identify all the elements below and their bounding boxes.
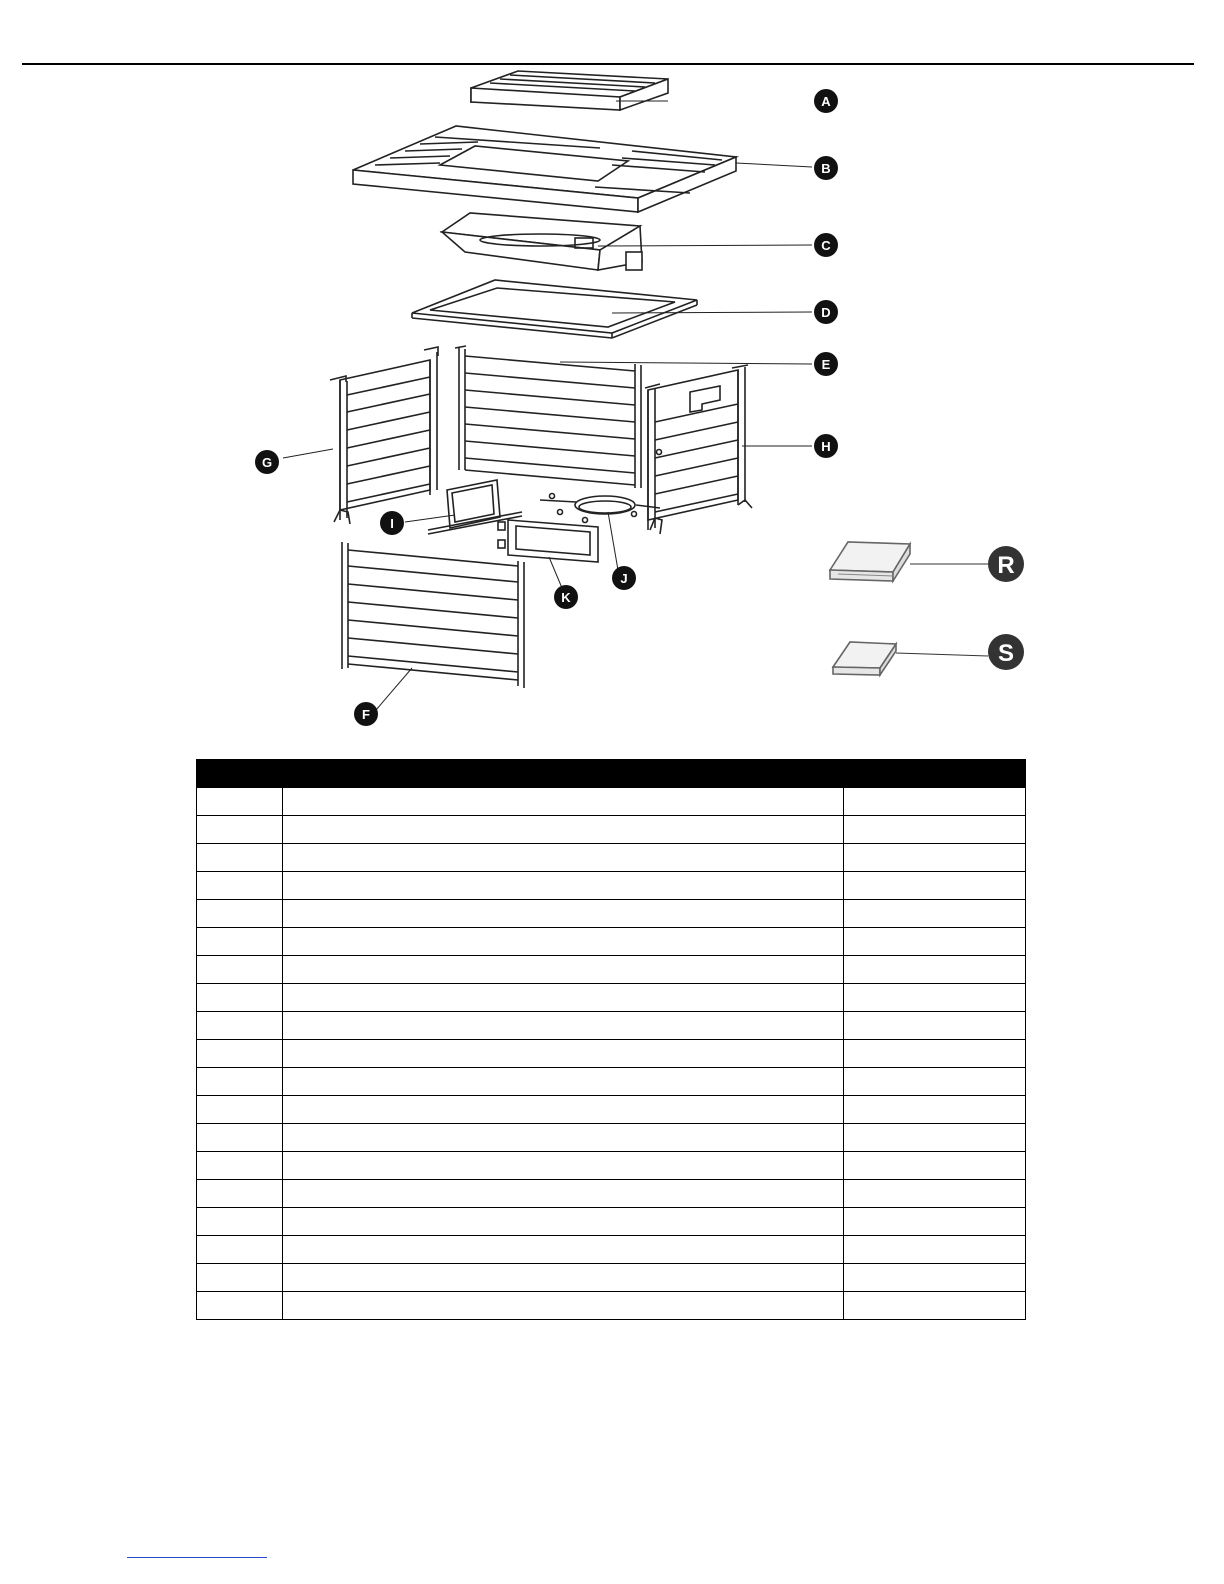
cell-part: [197, 956, 283, 984]
svg-text:G: G: [261, 455, 273, 470]
cell-description: [283, 872, 844, 900]
svg-text:F: F: [362, 707, 370, 722]
part-g-left-panel: [283, 347, 438, 524]
cell-part: [197, 1152, 283, 1180]
cell-quantity: [844, 1012, 1026, 1040]
header-description: [283, 760, 844, 788]
svg-text:J: J: [620, 571, 628, 586]
cell-quantity: [844, 984, 1026, 1012]
cell-part: [197, 1292, 283, 1320]
cell-description: [283, 1068, 844, 1096]
cell-quantity: [844, 1040, 1026, 1068]
table-row: [197, 1152, 1026, 1180]
cell-description: [283, 788, 844, 816]
header-quantity: [844, 760, 1026, 788]
table-row: [197, 872, 1026, 900]
cell-part: [197, 1040, 283, 1068]
callout-k: [554, 585, 578, 609]
cell-part: [197, 788, 283, 816]
table-row: [197, 1208, 1026, 1236]
cell-part: [197, 1096, 283, 1124]
callout-h: [814, 434, 838, 458]
table-row: [197, 956, 1026, 984]
table-row: [197, 1180, 1026, 1208]
cell-description: [283, 900, 844, 928]
cell-description: [283, 1264, 844, 1292]
header-part: [197, 760, 283, 788]
cell-description: [283, 1152, 844, 1180]
cell-description: [283, 1236, 844, 1264]
cell-part: [197, 1124, 283, 1152]
footer-link-underline[interactable]: [127, 1557, 267, 1558]
cell-description: [283, 1012, 844, 1040]
cell-quantity: [844, 1152, 1026, 1180]
cell-part: [197, 1236, 283, 1264]
cell-part: [197, 1208, 283, 1236]
table-row: [197, 928, 1026, 956]
cell-description: [283, 1292, 844, 1320]
svg-text:S: S: [997, 640, 1015, 667]
cell-part: [197, 900, 283, 928]
top-rule: [22, 63, 1194, 65]
table-row: [197, 1068, 1026, 1096]
cell-description: [283, 816, 844, 844]
table-row: [197, 1012, 1026, 1040]
cell-description: [283, 1124, 844, 1152]
part-a-lid: [471, 71, 668, 110]
svg-text:B: B: [821, 161, 831, 176]
table-row: [197, 816, 1026, 844]
cell-part: [197, 1180, 283, 1208]
cell-description: [283, 984, 844, 1012]
cell-quantity: [844, 1208, 1026, 1236]
parts-table-header: [197, 760, 1026, 788]
table-row: [197, 788, 1026, 816]
cell-quantity: [844, 872, 1026, 900]
cell-quantity: [844, 816, 1026, 844]
callout-g: [255, 450, 279, 474]
svg-text:I: I: [390, 516, 394, 531]
part-f-front-panel: [342, 542, 524, 710]
cell-part: [197, 1264, 283, 1292]
svg-text:R: R: [997, 552, 1015, 579]
cell-description: [283, 956, 844, 984]
cell-quantity: [844, 1096, 1026, 1124]
parts-table: [196, 759, 1026, 1320]
cell-part: [197, 844, 283, 872]
svg-text:K: K: [561, 590, 571, 605]
callout-a: [814, 89, 838, 113]
cell-quantity: [844, 1264, 1026, 1292]
cell-quantity: [844, 900, 1026, 928]
cell-description: [283, 1208, 844, 1236]
cell-description: [283, 844, 844, 872]
part-e-back-panel: [455, 346, 812, 488]
cell-quantity: [844, 1292, 1026, 1320]
cell-part: [197, 872, 283, 900]
callout-d: [814, 300, 838, 324]
cell-quantity: [844, 1068, 1026, 1096]
cell-part: [197, 816, 283, 844]
svg-text:H: H: [821, 439, 831, 454]
cell-quantity: [844, 1180, 1026, 1208]
callout-i: [380, 511, 404, 535]
cell-quantity: [844, 844, 1026, 872]
exploded-parts-diagram: [0, 66, 1224, 750]
part-s-cover: [833, 642, 988, 675]
callout-e: [814, 352, 838, 376]
cell-quantity: [844, 928, 1026, 956]
cell-quantity: [844, 956, 1026, 984]
table-row: [197, 1292, 1026, 1320]
table-row: [197, 1124, 1026, 1152]
callout-f: [354, 702, 378, 726]
svg-text:C: C: [821, 238, 831, 253]
cell-part: [197, 984, 283, 1012]
callout-s: [988, 634, 1024, 670]
part-r-cover: [830, 542, 988, 581]
table-row: [197, 984, 1026, 1012]
part-h-right-panel: [645, 365, 812, 534]
callout-r: [988, 546, 1024, 582]
part-c-burner-pan: [442, 213, 812, 270]
cell-description: [283, 928, 844, 956]
table-row: [197, 1236, 1026, 1264]
part-d-burner-frame: [412, 280, 812, 338]
cell-description: [283, 1096, 844, 1124]
cell-quantity: [844, 1236, 1026, 1264]
cell-part: [197, 1012, 283, 1040]
svg-text:E: E: [821, 357, 831, 372]
table-row: [197, 844, 1026, 872]
svg-text:D: D: [821, 305, 831, 320]
cell-part: [197, 1068, 283, 1096]
part-k-front-frame: [498, 520, 598, 588]
cell-quantity: [844, 1124, 1026, 1152]
svg-text:A: A: [821, 94, 831, 109]
cell-part: [197, 928, 283, 956]
callout-c: [814, 233, 838, 257]
cell-description: [283, 1180, 844, 1208]
part-b-table-top: [353, 126, 812, 212]
cell-quantity: [844, 788, 1026, 816]
table-row: [197, 1264, 1026, 1292]
table-row: [197, 900, 1026, 928]
cell-description: [283, 1040, 844, 1068]
callout-j: [612, 566, 636, 590]
table-row: [197, 1096, 1026, 1124]
callout-b: [814, 156, 838, 180]
parts-table-body: [197, 788, 1026, 1320]
table-row: [197, 1040, 1026, 1068]
